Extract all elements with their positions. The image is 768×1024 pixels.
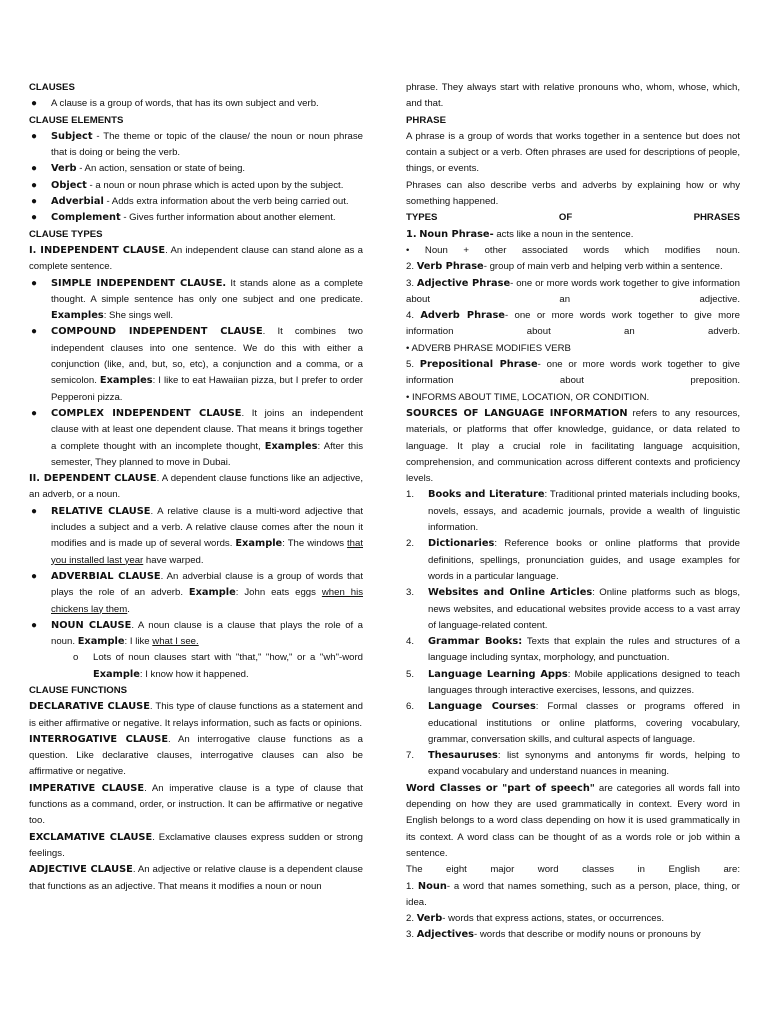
bullet-icon: ●	[31, 407, 38, 419]
paragraph-adjective: ADJECTIVE CLAUSE. An adjective or relative clause is a dependent clause that functions as an adjective. That means it modifies a noun or noun	[29, 864, 364, 892]
bullet-icon: ●	[31, 505, 38, 517]
sub-bullet-icon: o	[73, 652, 79, 664]
heading-clause-functions: CLAUSE FUNCTIONS	[29, 684, 128, 696]
paragraph-interrogative: INTERROGATIVE CLAUSE. An interrogative clause functions as a question. Like declarative clauses, interrogative clauses can also be affirmative or negative.	[29, 733, 363, 778]
list-item: 2. Verb Phrase- group of main verb and helping verb within a sentence.	[406, 261, 723, 273]
paragraph-sources: SOURCES OF LANGUAGE INFORMATION refers to any resources, materials, or platforms that offer knowledge, guidance, or data related to language. It play a crucial role in facilitating language acquisition, comprehension, and communication across different contexts and proficiency levels.	[406, 407, 740, 485]
sub-list-item: o Lots of noun clauses start with "that," "how," or a "wh"-word Example: I know how it happened.	[73, 652, 363, 680]
bullet-icon: ●	[31, 326, 38, 338]
right-column	[406, 80, 740, 944]
bullet-icon: ●	[31, 196, 38, 208]
paragraph-declarative: DECLARATIVE CLAUSE. This type of clause functions as a statement and is either affirmative or negative. It relays information, such as facts or opinions.	[29, 701, 363, 729]
bullet-icon: ●	[31, 130, 38, 142]
list-item: ● Adverbial - Adds extra information about the verb being carried out.	[29, 194, 363, 210]
paragraph-imperative: IMPERATIVE CLAUSE. An imperative clause is a type of clause that functions as a command, order, or instruction. It can be affirmative or negative too.	[29, 782, 363, 827]
list-item: 4. Adverb Phrase- one or more words work together to give more information about an adverb.	[406, 310, 740, 338]
bullet-icon: ●	[31, 212, 38, 224]
paragraph-exclamative: EXCLAMATIVE CLAUSE. Exclamative clauses express sudden or strong feelings.	[29, 831, 363, 859]
list-item: ● Verb - An action, sensation or state of being.	[29, 161, 363, 177]
paragraph-independent: I. INDEPENDENT CLAUSE. An independent clause can stand alone as a complete sentence.	[29, 244, 363, 273]
list-item: ● SIMPLE INDEPENDENT CLAUSE. It stands alone as a complete thought. A simple sentence has only one subject and one predicate. Examples: She sings well.	[31, 277, 363, 322]
list-item: 5. Prepositional Phrase- one or more words work together to give information about preposition.	[406, 359, 740, 387]
paragraph-phrase-def: A phrase is a group of words that works together in a sentence but does not contain a subject or a verb. Often phrases are used for descriptions of people, things, or events.	[406, 130, 740, 175]
list-item: 6. Language Courses: Formal classes or programs offered in educational institutions or online platforms, covering vocabulary, grammar, conversation skills, and cultural aspects of language.	[406, 701, 740, 745]
list-item: 3. Adjective Phrase- one or more words work together to give information about an adjective.	[406, 277, 740, 305]
heading-phrase: PHRASE	[406, 114, 446, 126]
list-item: 3. Adjectives- words that describe or modify nouns or pronouns by	[406, 929, 701, 941]
heading-types-of-phrases: TYPES OF PHRASES	[406, 212, 740, 224]
heading-clause-elements: CLAUSE ELEMENTS	[29, 114, 124, 126]
paragraph-phrase-desc: Phrases can also describe verbs and adverbs by explaining how or why something happened.	[406, 179, 740, 208]
list-item: ● Object - a noun or noun phrase which is acted upon by the subject.	[29, 178, 363, 194]
list-item: 5. Language Learning Apps: Mobile applications designed to teach languages through interactive exercises, lessons, and quizzes.	[406, 668, 740, 696]
list-item: 7. Thesauruses: list synonyms and antonyms fir words, helping to expand vocabulary and understand nuances in meaning.	[406, 750, 740, 778]
list-item: • INFORMS ABOUT TIME, LOCATION, OR CONDITION.	[406, 391, 650, 403]
bullet-icon: ●	[31, 570, 38, 582]
list-item: ● Subject - The theme or topic of the clause/ the noun or noun phrase that is doing or being the verb.	[31, 130, 363, 159]
list-item: ● COMPOUND INDEPENDENT CLAUSE. It combines two independent clauses into one sentence. We do this with either a conjunction (like, and, but, so, etc), a conjunction and a comma, or a semicolon. Examples: I like to eat Hawaiian pizza, but I prefer to order Pepperoni pizza.	[31, 326, 363, 403]
list-item: ● NOUN CLAUSE. A noun clause is a clause that plays the role of a noun. Example: I like what I see.	[31, 619, 363, 648]
list-item: 1. Noun- a word that names something, such as a person, place, thing, or idea.	[406, 880, 740, 908]
bullet-icon: ●	[31, 179, 38, 191]
list-item: ● RELATIVE CLAUSE. A relative clause is a multi-word adjective that includes a subject and a verb. A relative clause comes after the noun it modifies and is made up of several words. Example: The windows that you installed last year have warped.	[31, 505, 363, 566]
bullet-icon: ●	[31, 277, 38, 289]
bullet-icon: ●	[31, 98, 38, 110]
paragraph-word-classes-intro: The eight major word classes in English are:	[406, 864, 740, 876]
list-item: 2. Verb- words that express actions, states, or occurrences.	[406, 913, 665, 925]
list-item: • ADVERB PHRASE MODIFIES VERB	[406, 342, 571, 354]
bullet-icon: ●	[31, 163, 38, 175]
list-item: 1. Noun Phrase- acts like a noun in the sentence.	[406, 228, 634, 240]
bullet-icon: ●	[31, 619, 38, 631]
paragraph-continuation: phrase. They always start with relative pronouns who, whom, whose, which, and that.	[406, 82, 740, 110]
heading-clauses: CLAUSES	[29, 82, 75, 93]
list-item: • Noun + other associated words which modifies noun.	[406, 244, 740, 256]
list-item: 4. Grammar Books: Texts that explain the rules and structures of a language including syntax, morphology, and punctuation.	[406, 636, 741, 664]
list-item: ● ADVERBIAL CLAUSE. An adverbial clause is a group of words that plays the role of an adverb. Example: John eats eggs when his chickens lay them.	[31, 570, 364, 615]
list-item: ● COMPLEX INDEPENDENT CLAUSE. It joins an independent clause with at least one dependent clause. That means it brings together a complete thought with an incomplete thought, Examples: After this semester, They planned to move in Dubai.	[31, 407, 364, 468]
paragraph-dependent: II. DEPENDENT CLAUSE. A dependent clause functions like an adjective, an adverb, or a noun.	[29, 473, 363, 501]
list-item: 1. Books and Literature: Traditional printed materials including books, novels, essays, and academic journals, provide a wealth of linguistic information.	[406, 489, 740, 534]
left-column	[29, 80, 363, 895]
paragraph-word-classes: Word Classes or "part of speech" are categories all words fall into depending on how they are used grammatically in context. Every word in English belongs to a word class depending on how it is used grammatically in its context. A word class can be thought of as a words role or job within a sentence.	[406, 782, 740, 859]
list-item: ● Complement - Gives further information about another element.	[29, 210, 363, 226]
list-item: 2. Dictionaries: Reference books or online platforms that provide definitions, spellings, pronunciation guides, and usage examples for words in a particular language.	[406, 538, 740, 582]
heading-clause-types: CLAUSE TYPES	[29, 228, 103, 240]
list-item: ● A clause is a group of words, that has its own subject and verb.	[29, 96, 363, 112]
list-item: 3. Websites and Online Articles: Online platforms such as blogs, news websites, and educational websites provide access to a vast array of language-related content.	[406, 587, 740, 631]
